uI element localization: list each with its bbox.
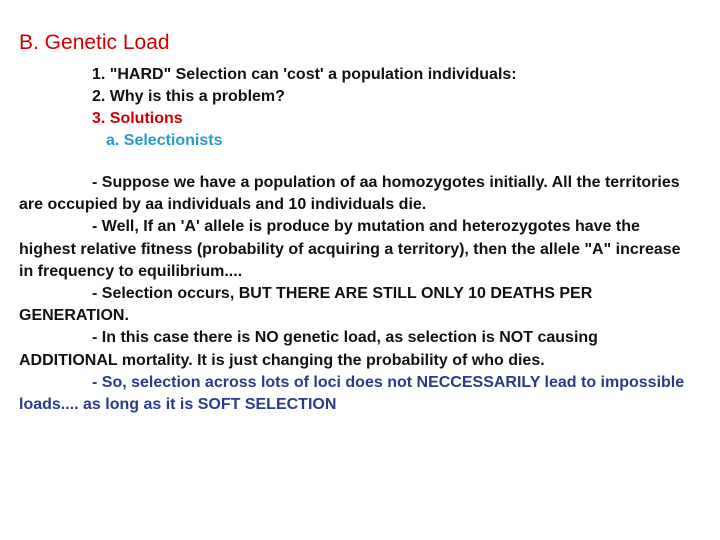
body-text bbox=[19, 172, 689, 416]
paragraph-suppose: - Suppose we have a population of aa homozygotes initially. All the territories are occupied by aa individuals and 10 individuals die. bbox=[19, 174, 680, 214]
outline-subitem-selectionists: a. Selectionists bbox=[106, 132, 223, 149]
paragraph-selection-occurs: - Selection occurs, BUT THERE ARE STILL ONLY 10 DEATHS PER GENERATION. bbox=[19, 285, 593, 325]
paragraph-allele-mutation: - Well, If an 'A' allele is produce by mutation and heterozygotes have the highest relative fitness (probability of acquiring a territory), then the allele "A" increase in frequency to equilibrium.... bbox=[19, 218, 681, 280]
outline-list bbox=[92, 64, 517, 152]
paragraph-no-genetic-load: - In this case there is NO genetic load, as selection is NOT causing ADDITIONAL mortality. It is just changing the probability of who dies. bbox=[19, 329, 598, 369]
outline-item-hard-selection: 1. "HARD" Selection can 'cost' a population individuals: bbox=[92, 66, 517, 83]
outline-item-why-problem: 2. Why is this a problem? bbox=[92, 88, 285, 105]
paragraph-soft-selection: - So, selection across lots of loci does not NECCESSARILY lead to impossible loads.... as long as it is SOFT SELECTION bbox=[19, 373, 685, 414]
slide-title: B. Genetic Load bbox=[19, 31, 170, 54]
outline-item-solutions: 3. Solutions bbox=[92, 110, 183, 127]
